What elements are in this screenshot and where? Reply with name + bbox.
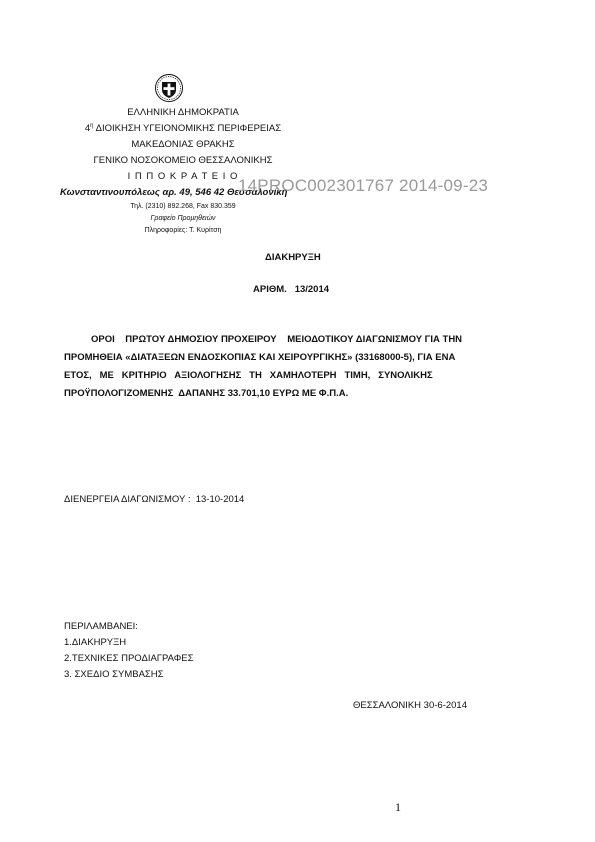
header-phone: Τηλ. (2310) 892.268, Fax 830.359 xyxy=(130,203,236,210)
document-number: ΑΡΙΘΜ. 13/2014 xyxy=(253,284,330,295)
header-contact: Πληροφορίες: Τ. Κυρίτση xyxy=(144,227,222,234)
page-number: 1 xyxy=(395,800,401,814)
body-line-1: ΟΡΟΙ ΠΡΩΤΟΥ ΔΗΜΟΣΙΟΥ ΠΡΟΧΕΙΡΟΥ ΜΕΙΟΔΟΤΙΚΟΥ ΔΙΑΓΩΝΙΣΜΟΥ ΓΙΑ ΤΗΝ xyxy=(91,334,463,345)
includes-item: 2.ΤΕΧΝΙΚΕΣ ΠΡΟΔΙΑΓΡΑΦΕΣ xyxy=(64,653,194,664)
includes-item: 3. ΣΧΕΔΙΟ ΣΥΜΒΑΣΗΣ xyxy=(64,669,164,680)
header-authority: $4^\eta$ ΔΙΟΙΚΗΣΗ ΥΓΕΙΟΝΟΜΙΚΗΣ ΠΕΡΙΦΕΡΕΙΑΣ xyxy=(84,123,282,135)
body-line-3: ΕΤΟΣ, ΜΕ ΚΡΙΤΗΡΙΟ ΑΞΙΟΛΟΓΗΣΗΣ ΤΗ ΧΑΜΗΛΟΤΕΡΗ ΤΙΜΗ, ΣΥΝΟΛΙΚΗΣ xyxy=(64,370,433,381)
coat-of-arms-icon xyxy=(154,73,184,103)
document-title: ΔΙΑΚΗΡΥΞΗ xyxy=(265,252,321,263)
watermark-stamp: 14PROC002301767 2014-09-23 xyxy=(238,176,488,195)
header-address: Κωνσταντινουπόλεως αρ. 49, 546 42 Θεσσαλονίκη xyxy=(60,187,288,198)
place-date: ΘΕΣΣΑΛΟΝΙΚΗ 30-6-2014 xyxy=(353,700,467,711)
includes-item: 1.ΔΙΑΚΗΡΥΞΗ xyxy=(64,637,127,648)
body-line-2: ΠΡΟΜΗΘΕΙΑ «ΔΙΑΤΑΞΕΩΝ ΕΝΔΟΣΚΟΠΙΑΣ ΚΑΙ ΧΕΙΡΟΥΡΓΙΚΗΣ» (33168000-5), ΓΙΑ ΕΝΑ xyxy=(64,352,456,363)
header-hospital-name: Ι Π Π Ο Κ Ρ Α Τ Ε Ι Ο xyxy=(127,171,239,182)
header-hospital: ΓΕΝΙΚΟ ΝΟΣΟΚΟΜΕΙΟ ΘΕΣΣΑΛΟΝΙΚΗΣ xyxy=(93,155,273,166)
tender-date: ΔΙΕΝΕΡΓΕΙΑ ΔΙΑΓΩΝΙΣΜΟΥ : 13-10-2014 xyxy=(64,494,245,505)
header-country: ΕΛΛΗΝΙΚΗ ΔΗΜΟΚΡΑΤΙΑ xyxy=(127,107,239,118)
includes-label: ΠΕΡΙΛΑΜΒΑΝΕΙ: xyxy=(64,621,138,632)
header-region: ΜΑΚΕΔΟΝΙΑΣ ΘΡΑΚΗΣ xyxy=(131,139,235,150)
header-office: Γραφείο Προμηθειών xyxy=(150,215,216,222)
body-line-4: ΠΡΟΫΠΟΛΟΓΙΖΟΜΕΝΗΣ ΔΑΠΑΝΗΣ 33.701,10 ΕΥΡΩ ΜΕ Φ.Π.Α. xyxy=(64,388,349,399)
